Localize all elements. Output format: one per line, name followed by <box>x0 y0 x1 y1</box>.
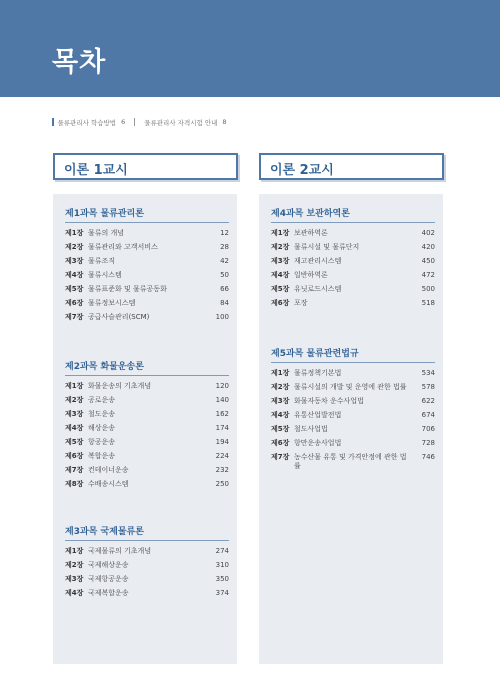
page-number: 232 <box>215 466 229 474</box>
subject-title: 제4과목 보관하역론 <box>271 206 435 223</box>
chapter-number: 제5장 <box>65 285 84 293</box>
chapter-name: 화물운송의 기초개념 <box>88 382 152 390</box>
toc-entry[interactable] <box>65 285 229 299</box>
subnav-item-exam-guide[interactable] <box>144 118 226 127</box>
chapter-name: 국제물류의 기초개념 <box>88 547 152 555</box>
chapter-number: 제1장 <box>65 229 84 237</box>
toc-entry[interactable] <box>271 229 435 243</box>
toc-entry[interactable] <box>271 453 435 477</box>
chapter-name: 해상운송 <box>88 424 116 432</box>
chapter-number: 제6장 <box>65 299 84 307</box>
toc-entry[interactable] <box>271 383 435 397</box>
toc-entry[interactable] <box>271 285 435 299</box>
page-number: 250 <box>215 480 229 488</box>
toc-entry[interactable] <box>271 439 435 453</box>
page-number: 622 <box>421 397 435 405</box>
page-number: 28 <box>220 243 229 251</box>
chapter-name: 공로운송 <box>88 396 116 404</box>
chapter-number: 제4장 <box>271 411 290 419</box>
chapter-name: 일반하역론 <box>294 271 328 279</box>
page-number: 450 <box>421 257 435 265</box>
subject-title: 제1과목 물류관리론 <box>65 206 229 223</box>
chapter-number: 제1장 <box>65 547 84 555</box>
chapter-name: 국제복합운송 <box>88 589 129 597</box>
chapter-number: 제5장 <box>271 425 290 433</box>
toc-entry[interactable] <box>65 299 229 313</box>
page-number: 500 <box>421 285 435 293</box>
chapter-number: 제5장 <box>65 438 84 446</box>
toc-entry[interactable] <box>271 425 435 439</box>
chapter-number: 제6장 <box>271 439 290 447</box>
toc-entry[interactable] <box>271 271 435 285</box>
chapter-number: 제7장 <box>65 466 84 474</box>
chapter-number: 제4장 <box>271 271 290 279</box>
toc-entry[interactable] <box>65 561 229 575</box>
chapter-name: 포장 <box>294 299 308 307</box>
chapter-number: 제3장 <box>65 410 84 418</box>
chapter-number: 제2장 <box>65 243 84 251</box>
toc-entry[interactable] <box>65 424 229 438</box>
page-number: 350 <box>215 575 229 583</box>
page-number: 402 <box>421 229 435 237</box>
toc-entry[interactable] <box>271 369 435 383</box>
toc-entry[interactable] <box>65 396 229 410</box>
subject-group <box>271 206 435 313</box>
chapter-name: 수배송시스템 <box>88 480 129 488</box>
chapter-name: 국제해상운송 <box>88 561 129 569</box>
toc-panel-left <box>53 194 237 664</box>
page-number: 518 <box>421 299 435 307</box>
toc-entry[interactable] <box>65 589 229 603</box>
chapter-name: 철도사업법 <box>294 425 328 433</box>
subnav-item-study-method[interactable] <box>58 118 126 127</box>
page-number: 578 <box>421 383 435 391</box>
subject-title: 제5과목 물류관련법규 <box>271 346 435 363</box>
chapter-number: 제7장 <box>271 453 290 461</box>
chapter-name: 물류표준화 및 물류공동화 <box>88 285 167 293</box>
subject-group <box>65 359 229 494</box>
page-number: 472 <box>421 271 435 279</box>
chapter-number: 제3장 <box>65 575 84 583</box>
page-number: 310 <box>215 561 229 569</box>
subject-title: 제2과목 화물운송론 <box>65 359 229 376</box>
toc-entry[interactable] <box>65 229 229 243</box>
section-header-theory-2 <box>259 153 444 180</box>
page-number: 274 <box>215 547 229 555</box>
toc-entry[interactable] <box>65 313 229 327</box>
toc-entry[interactable] <box>65 575 229 589</box>
toc-entry[interactable] <box>65 480 229 494</box>
toc-entry[interactable] <box>65 452 229 466</box>
page-number: 728 <box>421 439 435 447</box>
chapter-name: 유닛로드시스템 <box>294 285 342 293</box>
chapter-number: 제2장 <box>65 561 84 569</box>
toc-entry[interactable] <box>271 397 435 411</box>
chapter-number: 제1장 <box>271 369 290 377</box>
chapter-name: 물류조직 <box>88 257 116 265</box>
chapter-name: 항공운송 <box>88 438 116 446</box>
chapter-number: 제5장 <box>271 285 290 293</box>
toc-entry[interactable] <box>65 438 229 452</box>
page-number: 84 <box>220 299 229 307</box>
subject-group <box>271 346 435 477</box>
toc-entry[interactable] <box>271 299 435 313</box>
subject-group <box>65 206 229 327</box>
chapter-number: 제4장 <box>65 424 84 432</box>
page-number: 194 <box>215 438 229 446</box>
toc-entry[interactable] <box>65 382 229 396</box>
chapter-name: 공급사슬관리(SCM) <box>88 313 150 321</box>
page-number: 746 <box>421 453 435 461</box>
page-number: 674 <box>421 411 435 419</box>
chapter-name: 재고관리시스템 <box>294 257 342 265</box>
chapter-number: 제1장 <box>65 382 84 390</box>
page-number: 374 <box>215 589 229 597</box>
chapter-name: 물류시스템 <box>88 271 122 279</box>
chapter-name: 복합운송 <box>88 452 116 460</box>
toc-entry[interactable] <box>271 411 435 425</box>
subnav-item-page: 8 <box>222 118 227 126</box>
subject-group <box>65 524 229 603</box>
toc-entry[interactable] <box>65 410 229 424</box>
section-title: 이론 2교시 <box>270 163 334 178</box>
chapter-name: 물류시설 및 물류단지 <box>294 243 360 251</box>
chapter-number: 제2장 <box>65 396 84 404</box>
toc-entry[interactable] <box>271 257 435 271</box>
chapter-name: 물류정보시스템 <box>88 299 136 307</box>
page-number: 420 <box>421 243 435 251</box>
page-title: 목차 <box>52 47 107 78</box>
chapter-number: 제2장 <box>271 243 290 251</box>
chapter-name: 물류시설의 개발 및 운영에 관한 법률 <box>294 383 407 391</box>
toc-entry[interactable] <box>65 257 229 271</box>
page-number: 534 <box>421 369 435 377</box>
toc-entry[interactable] <box>65 547 229 561</box>
chapter-number: 제6장 <box>271 299 290 307</box>
subject-title: 제3과목 국제물류론 <box>65 524 229 541</box>
chapter-name: 물류관리와 고객서비스 <box>88 243 158 251</box>
subnav-divider <box>134 118 135 126</box>
toc-entry[interactable] <box>65 271 229 285</box>
chapter-name: 철도운송 <box>88 410 116 418</box>
page-number: 12 <box>220 229 229 237</box>
chapter-number: 제1장 <box>271 229 290 237</box>
chapter-name: 항만운송사업법 <box>294 439 342 447</box>
chapter-name: 물류의 개념 <box>88 229 125 237</box>
page-number: 120 <box>215 382 229 390</box>
toc-entry[interactable] <box>271 243 435 257</box>
chapter-name: 화물자동차 운수사업법 <box>294 397 364 405</box>
toc-panel-right <box>259 194 443 664</box>
chapter-name: 농수산물 유통 및 가격안정에 관한 법률 <box>294 453 407 470</box>
header-band <box>0 0 500 97</box>
chapter-number: 제3장 <box>271 257 290 265</box>
chapter-number: 제4장 <box>65 589 84 597</box>
chapter-number: 제3장 <box>65 257 84 265</box>
subnav-item-page: 6 <box>121 118 126 126</box>
toc-entry[interactable] <box>65 466 229 480</box>
page-number: 42 <box>220 257 229 265</box>
chapter-number: 제3장 <box>271 397 290 405</box>
chapter-number: 제4장 <box>65 271 84 279</box>
chapter-name: 국제항공운송 <box>88 575 129 583</box>
chapter-number: 제7장 <box>65 313 84 321</box>
chapter-number: 제6장 <box>65 452 84 460</box>
chapter-name: 유통산업발전법 <box>294 411 342 419</box>
section-header-theory-1 <box>53 153 238 180</box>
chapter-number: 제2장 <box>271 383 290 391</box>
subnav-accent-bar <box>52 118 54 126</box>
page-number: 174 <box>215 424 229 432</box>
page-number: 50 <box>220 271 229 279</box>
subnav <box>52 116 227 128</box>
subnav-item-label: 물류관리사 자격시험 안내 <box>144 118 218 127</box>
chapter-name: 보관하역론 <box>294 229 328 237</box>
page-number: 100 <box>215 313 229 321</box>
section-title: 이론 1교시 <box>64 163 128 178</box>
chapter-name: 물류정책기본법 <box>294 369 342 377</box>
toc-entry[interactable] <box>65 243 229 257</box>
subnav-item-label: 물류관리사 학습방법 <box>57 118 117 127</box>
page-number: 162 <box>215 410 229 418</box>
page-number: 140 <box>215 396 229 404</box>
page-number: 706 <box>421 425 435 433</box>
page-number: 66 <box>220 285 229 293</box>
chapter-name: 컨테이너운송 <box>88 466 129 474</box>
page-number: 224 <box>215 452 229 460</box>
chapter-number: 제8장 <box>65 480 84 488</box>
